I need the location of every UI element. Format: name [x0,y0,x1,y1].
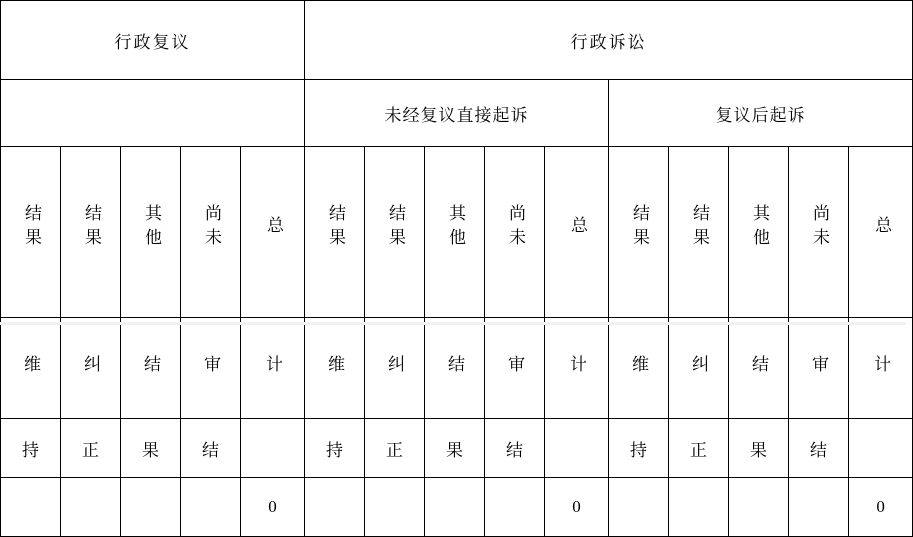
column-header-14-cont [789,318,849,419]
column-header-3-cont [121,318,181,419]
secondary-label-8: 果 [425,419,485,478]
table-row-secondary-labels [1,419,913,478]
cell-value-2 [61,478,121,537]
group-header-administrative-litigation: 行政诉讼 [305,1,913,80]
secondary-label-4: 结 [181,419,241,478]
column-header-5-cont [241,318,305,419]
column-header-10-cont-text: 计 [567,354,587,377]
column-header-12-cont-text: 纠 [689,354,709,377]
secondary-label-6: 持 [305,419,365,478]
column-header-7-cont-text: 纠 [385,354,405,377]
cell-value-1 [1,478,61,537]
column-header-15-cont-text: 计 [871,354,891,377]
column-header-1-cont-text: 维 [21,354,40,377]
column-header-4 [181,147,241,318]
column-header-7 [365,147,425,318]
group-header-administrative-reconsideration: 行政复议 [1,1,305,80]
column-header-11-text: 结果 [630,204,650,253]
column-header-2-text: 结果 [81,204,101,253]
column-header-5 [241,147,305,318]
cell-value-9 [485,478,545,537]
column-header-6-cont [305,318,365,419]
column-header-9 [485,147,545,318]
subgroup-header-empty [1,80,305,147]
column-header-2-cont [61,318,121,419]
column-header-8-cont-text: 结 [445,354,465,377]
column-header-9-cont [485,318,545,419]
column-header-14-cont-text: 审 [809,354,829,377]
column-header-8 [425,147,485,318]
cell-value-15: 0 [849,478,913,537]
secondary-label-9: 结 [485,419,545,478]
column-header-9-cont-text: 审 [505,354,525,377]
secondary-label-1: 持 [1,419,61,478]
column-header-9-text: 尚未 [506,204,526,253]
cell-value-3 [121,478,181,537]
column-header-12-cont [669,318,729,419]
column-header-11 [609,147,669,318]
cell-value-13 [729,478,789,537]
column-header-15-text: 总 [872,216,892,241]
column-header-1 [1,147,61,318]
table-row-group-header [1,1,913,80]
column-header-7-text: 结果 [386,204,406,253]
column-header-8-cont [425,318,485,419]
cell-value-14 [789,478,849,537]
column-header-5-text: 总 [263,216,283,241]
column-header-15 [849,147,913,318]
column-header-3-cont-text: 结 [141,354,160,377]
column-header-11-cont [609,318,669,419]
column-header-10 [545,147,609,318]
column-header-6 [305,147,365,318]
column-header-1-text: 结果 [21,204,41,253]
secondary-label-3: 果 [121,419,181,478]
table-row-column-headers-top [1,147,913,318]
column-header-13-text: 其他 [750,204,770,253]
column-header-11-cont-text: 维 [629,354,649,377]
cell-value-12 [669,478,729,537]
secondary-label-11: 持 [609,419,669,478]
secondary-label-5 [241,419,305,478]
column-header-2-cont-text: 纠 [81,354,100,377]
table-row [1,478,913,537]
table-row-column-headers-bottom [1,318,913,419]
column-header-5-cont-text: 计 [263,354,283,377]
secondary-label-12: 正 [669,419,729,478]
column-header-10-cont [545,318,609,419]
column-header-3-text: 其他 [141,204,161,253]
column-header-10-text: 总 [568,216,588,241]
column-header-14-text: 尚未 [810,204,830,253]
column-header-13-cont [729,318,789,419]
secondary-label-14: 结 [789,419,849,478]
column-header-6-text: 结果 [326,204,346,253]
column-header-12-text: 结果 [690,204,710,253]
secondary-label-13: 果 [729,419,789,478]
column-header-15-cont [849,318,913,419]
column-header-7-cont [365,318,425,419]
subgroup-header-direct-suit: 未经复议直接起诉 [305,80,609,147]
column-header-3 [121,147,181,318]
secondary-label-15 [849,419,913,478]
secondary-label-7: 正 [365,419,425,478]
column-header-4-cont-text: 审 [201,354,220,377]
column-header-4-cont [181,318,241,419]
column-header-6-cont-text: 维 [325,354,345,377]
cell-value-8 [425,478,485,537]
secondary-label-2: 正 [61,419,121,478]
cell-value-7 [365,478,425,537]
cell-value-5: 0 [241,478,305,537]
column-header-14 [789,147,849,318]
column-header-4-text: 尚未 [201,204,221,253]
subgroup-header-suit-after-reconsideration: 复议后起诉 [609,80,913,147]
column-header-2 [61,147,121,318]
column-header-13 [729,147,789,318]
secondary-label-10 [545,419,609,478]
cell-value-4 [181,478,241,537]
column-header-1-cont [1,318,61,419]
cell-value-11 [609,478,669,537]
column-header-8-text: 其他 [446,204,466,253]
table-row-subgroup-header [1,80,913,147]
column-header-12 [669,147,729,318]
cell-value-10: 0 [545,478,609,537]
column-header-13-cont-text: 结 [749,354,769,377]
cell-value-6 [305,478,365,537]
